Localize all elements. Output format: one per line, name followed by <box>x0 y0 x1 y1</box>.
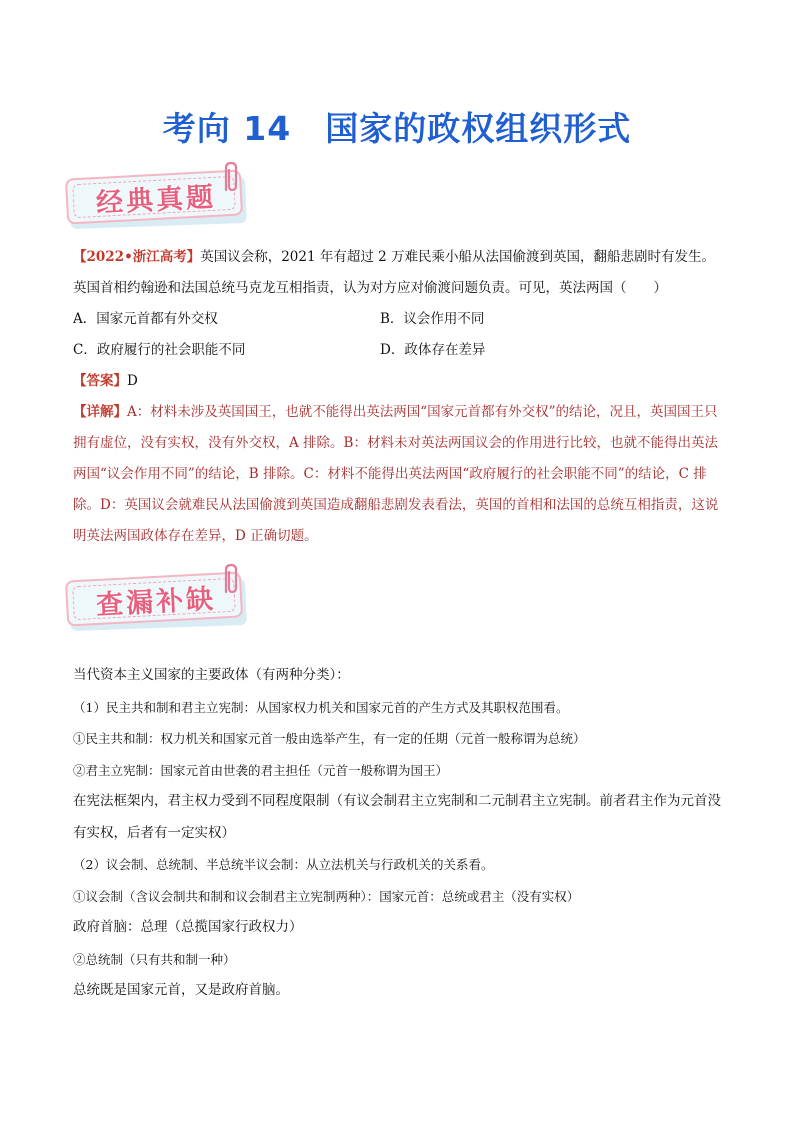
review-line: ①议会制（含议会制共和制和议会制君主立宪制两种）：国家元首：总统或君主（没有实权） <box>73 888 580 904</box>
review-line: 当代资本主义国家的主要政体（有两种分类）： <box>73 667 350 683</box>
review-line: ②君主立宪制：国家元首由世袭的君主担任（元首一般称谓为国王） <box>73 762 449 778</box>
detail-text: A：材料未涉及英国国王，也就不能得出英法两国“国家元首都有外交权”的结论，况且，英国国王只拥有虚位，没有实权，没有外交权，A 排除。B：材料未对英法两国议会的作用进行比较，也就不能得出英法两国“议会作用不同”的结论，B 排除。C：材料不能得出英法两国“政府履行的社会职能不同”的结论，C 排除。D：英国议会就难民从法国偷渡到英国造成翻船悲剧发表看法，英国的首相和法国的总统互相指责，这说明英法两国政体存在差异，D 正确切题。 <box>73 404 719 544</box>
review-line: 总统既是国家元首，又是政府首脑。 <box>73 982 289 998</box>
detail <box>73 397 723 552</box>
paperclip-icon <box>220 562 242 596</box>
section-banner-classic <box>64 168 264 238</box>
option-a: A．国家元首都有外交权 <box>73 311 218 327</box>
title-topic: 国家的政权组织形式 <box>325 109 632 148</box>
banner-label: 经典真题 <box>95 181 217 220</box>
paperclip-icon <box>220 160 242 194</box>
review-line: ①民主共和制：权力机关和国家元首一般由选举产生，有一定的任期（元首一般称谓为总统） <box>73 731 586 746</box>
detail-tag: 【详解】 <box>73 404 127 420</box>
answer <box>73 366 138 397</box>
section-banner-review <box>64 570 264 640</box>
review-line: 在宪法框架内，君主权力受到不同程度限制（有议会制君主立宪制和二元制君主立宪制。前者君主作为元首没有实权，后者有一定实权） <box>73 793 721 841</box>
question-stem <box>73 242 723 304</box>
review-line: （2）议会制、总统制、半总统半议会制：从立法机关与行政机关的关系看。 <box>73 857 494 872</box>
option-b: B．议会作用不同 <box>380 311 485 327</box>
question-text: 英国议会称，2021 年有超过 2 万难民乘小船从法国偷渡到英国，翻船悲剧时有发生。英国首相约翰逊和法国总统马克龙互相指责，认为对方应对偷渡问题负责。可见，英法两国（ ） <box>73 249 716 296</box>
review-line: （1）民主共和制和君主立宪制：从国家权力机关和国家元首的产生方式及其职权范围看。 <box>73 699 569 715</box>
question-source-tag: 【2022•浙江高考】 <box>73 249 201 265</box>
option-c: C．政府履行的社会职能不同 <box>73 342 246 358</box>
banner-label: 查漏补缺 <box>95 583 217 622</box>
answer-value: D <box>127 373 138 389</box>
review-line: ②总统制（只有共和制一种） <box>73 951 236 967</box>
review-notes <box>73 660 733 1007</box>
answer-tag: 【答案】 <box>73 373 127 389</box>
page-title <box>0 103 794 150</box>
review-line: 政府首脑：总理（总揽国家行政权力） <box>73 919 303 935</box>
title-number: 考向 14 <box>162 109 292 148</box>
option-d: D．政体存在差异 <box>380 342 486 358</box>
